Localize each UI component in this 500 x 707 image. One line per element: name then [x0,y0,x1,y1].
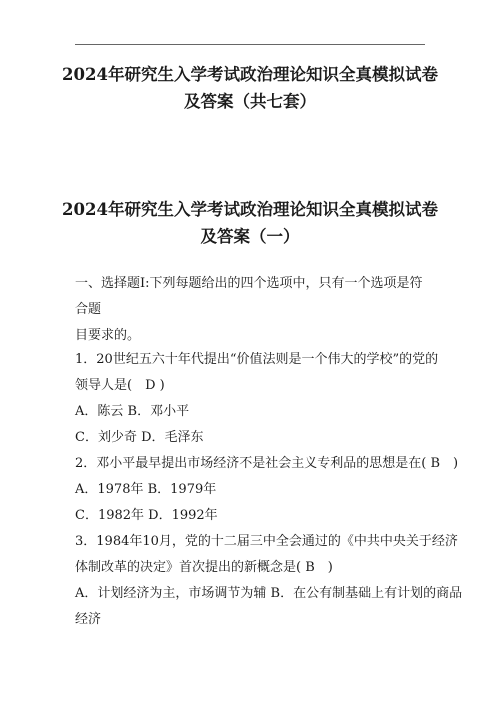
question-3 [75,529,463,633]
document-title-line: 2024年研究生入学考试政治理论知识全真模拟试卷 [62,65,438,84]
question-stem: 3．1984年10月，党的十二届三中全会通过的《中共中央关于经济 [75,534,458,549]
question-1 [75,347,439,451]
question-options: A．陈云 B．邓小平 [75,404,190,419]
section-title [50,196,450,250]
question-options: 经济 [75,612,102,627]
question-stem: 领导人是( D ) [75,378,165,393]
question-stem: 体制改革的决定》首次提出的新概念是( B ) [75,560,333,575]
section-instructions [75,271,430,349]
section-title-line: 2024年研究生入学考试政治理论知识全真模拟试卷 [62,200,438,219]
document-title-line: 及答案（共七套） [184,92,316,111]
question-stem: 1．20世纪五六十年代提出“价值法则是一个伟大的学校”的党的 [75,352,439,367]
section-title-line: 及答案（一） [200,227,300,246]
instructions-line: 一、选择题Ⅰ:下列每题给出的四个选项中，只有一个选项是符合题 [75,276,423,317]
question-list [75,347,463,633]
header-rule [75,44,425,45]
question-options: C．1982年 D．1992年 [75,508,218,523]
question-2 [75,451,459,529]
question-options: A．1978年 B．1979年 [75,482,217,497]
document-title [50,61,450,115]
instructions-line: 目要求的。 [75,328,141,343]
question-options: C．刘少奇 D．毛泽东 [75,430,204,445]
question-stem: 2．邓小平最早提出市场经济不是社会主义专利品的思想是在( B ) [75,456,459,471]
question-options: A．计划经济为主，市场调节为辅 B．在公有制基础上有计划的商品 [75,586,463,601]
